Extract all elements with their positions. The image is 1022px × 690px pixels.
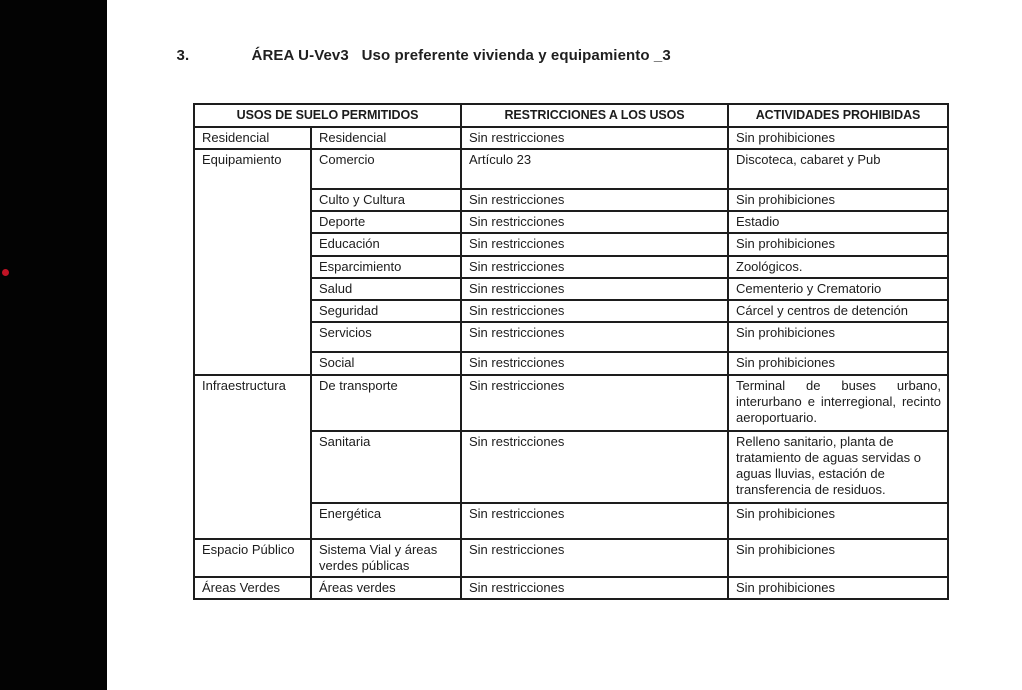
header-restricciones: RESTRICCIONES A LOS USOS (461, 104, 728, 127)
cell-category: Áreas Verdes (194, 577, 311, 599)
cell-use: Seguridad (311, 300, 461, 322)
cell-use: Social (311, 352, 461, 374)
cell-restriction: Sin restricciones (461, 431, 728, 503)
cell-prohibited: Estadio (728, 211, 948, 233)
table-header-row (194, 104, 948, 127)
cell-prohibited: Cementerio y Crematorio (728, 278, 948, 300)
cell-prohibited: Zoológicos. (728, 256, 948, 278)
cell-restriction: Sin restricciones (461, 539, 728, 578)
section-number: 3. (176, 47, 190, 64)
page-title (168, 30, 671, 64)
cell-prohibited: Sin prohibiciones (728, 233, 948, 255)
cell-prohibited: Sin prohibiciones (728, 322, 948, 352)
cell-use: Residencial (311, 127, 461, 149)
cell-category: Residencial (194, 127, 311, 149)
header-usos-permitidos: USOS DE SUELO PERMITIDOS (194, 104, 461, 127)
cell-use: Energética (311, 503, 461, 539)
cell-restriction: Sin restricciones (461, 233, 728, 255)
cell-prohibited: Sin prohibiciones (728, 503, 948, 539)
table-row (194, 577, 948, 599)
cell-use: Áreas verdes (311, 577, 461, 599)
cell-use: Sistema Vial y áreas verdes públicas (311, 539, 461, 578)
cell-use: Esparcimiento (311, 256, 461, 278)
cell-prohibited: Discoteca, cabaret y Pub (728, 149, 948, 189)
cell-use: Educación (311, 233, 461, 255)
cell-restriction: Sin restricciones (461, 503, 728, 539)
cell-use: Salud (311, 278, 461, 300)
cell-restriction: Sin restricciones (461, 375, 728, 431)
cell-prohibited: Sin prohibiciones (728, 352, 948, 374)
cell-prohibited: Sin prohibiciones (728, 127, 948, 149)
cell-use: Servicios (311, 322, 461, 352)
cell-use: Culto y Cultura (311, 189, 461, 211)
cell-restriction: Sin restricciones (461, 189, 728, 211)
cell-use: De transporte (311, 375, 461, 431)
cell-prohibited: Cárcel y centros de detención (728, 300, 948, 322)
table-row (194, 127, 948, 149)
cell-prohibited: Sin prohibiciones (728, 539, 948, 578)
cell-prohibited: Relleno sanitario, planta de tratamiento de aguas servidas o aguas lluvias, estación de transferencia de residuos. (728, 431, 948, 503)
cell-category: Espacio Público (194, 539, 311, 578)
cell-prohibited: Terminal de buses urbano, interurbano e interregional, recinto aeroportuario. (728, 375, 948, 431)
cell-restriction: Sin restricciones (461, 322, 728, 352)
cell-restriction: Sin restricciones (461, 256, 728, 278)
table-row (194, 539, 948, 578)
cell-restriction: Artículo 23 (461, 149, 728, 189)
table-row (194, 375, 948, 431)
header-prohibidas: ACTIVIDADES PROHIBIDAS (728, 104, 948, 127)
table-row (194, 149, 948, 189)
cell-restriction: Sin restricciones (461, 577, 728, 599)
cell-use: Comercio (311, 149, 461, 189)
cell-restriction: Sin restricciones (461, 352, 728, 374)
cell-prohibited: Sin prohibiciones (728, 577, 948, 599)
viewer-film-bar (0, 0, 107, 690)
cell-category: Infraestructura (194, 375, 311, 539)
cell-prohibited: Sin prohibiciones (728, 189, 948, 211)
uses-table (193, 103, 949, 600)
cell-use: Sanitaria (311, 431, 461, 503)
cell-category: Equipamiento (194, 149, 311, 375)
cell-restriction: Sin restricciones (461, 127, 728, 149)
cell-restriction: Sin restricciones (461, 211, 728, 233)
cell-restriction: Sin restricciones (461, 300, 728, 322)
red-marker-dot-icon (2, 269, 9, 276)
table-body (194, 127, 948, 600)
cell-use: Deporte (311, 211, 461, 233)
section-title-text: ÁREA U-Vev3 Uso preferente vivienda y equipamiento _3 (251, 47, 671, 64)
cell-restriction: Sin restricciones (461, 278, 728, 300)
